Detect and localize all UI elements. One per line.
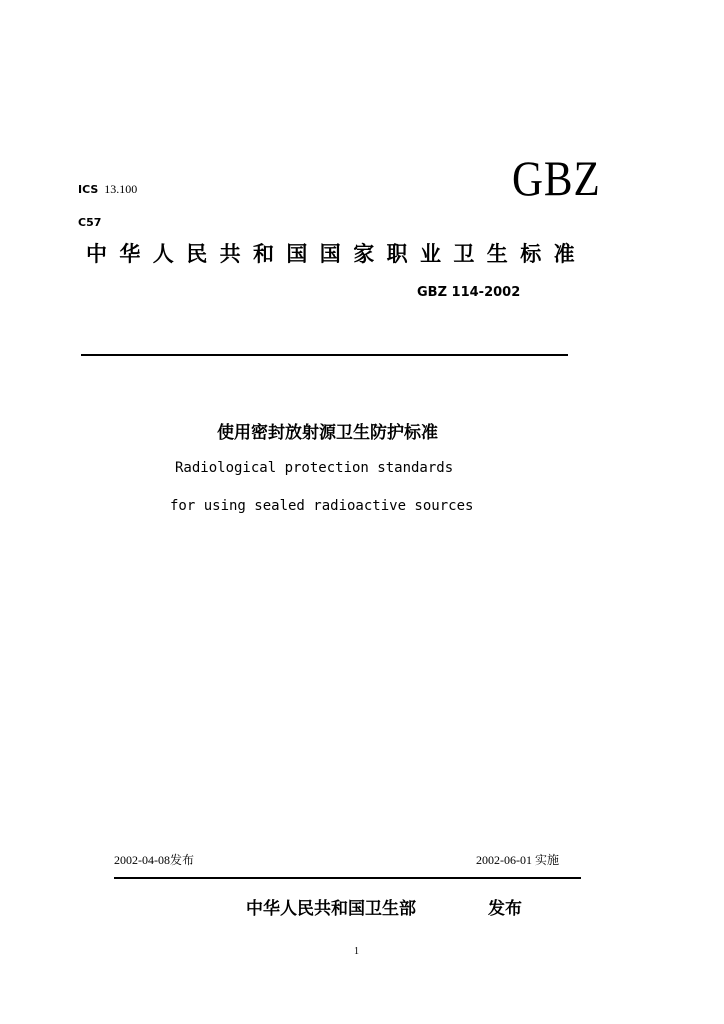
gbz-logo: GBZ — [512, 150, 601, 206]
document-title-english-line1: Radiological protection standards — [175, 460, 454, 476]
bottom-divider — [114, 877, 581, 879]
document-title-chinese: 使用密封放射源卫生防护标准 — [217, 423, 438, 443]
issue-date: 2002-04-08发布 — [114, 853, 194, 867]
document-title-english-line2: for using sealed radioactive sources — [170, 498, 474, 514]
ccs-code: C57 — [78, 216, 102, 229]
standard-number: GBZ 114-2002 — [417, 285, 521, 300]
ics-label: ICS — [78, 183, 99, 196]
standard-type-title: 中华人民共和国国家职业卫生标准 — [86, 242, 587, 266]
top-divider — [81, 354, 568, 356]
page-number: 1 — [354, 946, 359, 957]
ics-code-line — [78, 182, 137, 197]
ics-code: 13.100 — [104, 182, 138, 196]
issuing-body: 中华人民共和国卫生部 — [246, 899, 416, 919]
implementation-date: 2002-06-01 实施 — [476, 853, 559, 867]
issued-label: 发布 — [488, 899, 522, 919]
